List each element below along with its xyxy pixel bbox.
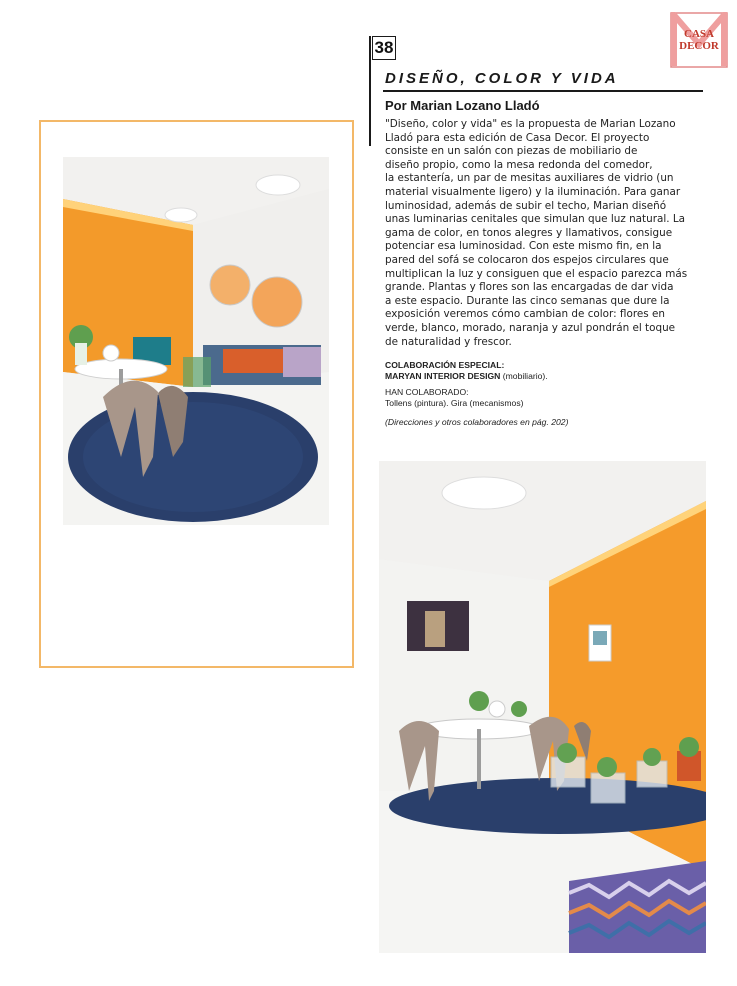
body-line: pared del sofá se colocaron dos espejos circulares que (385, 253, 669, 266)
body-line: verde, blanco, morado, naranja y azul pondrán el toque (385, 321, 676, 334)
article-body (385, 118, 705, 349)
body-line: "Diseño, color y vida" es la propuesta de Marian Lozano (385, 118, 676, 130)
article-byline: Por Marian Lozano Lladó (385, 98, 540, 113)
body-line: luminosidad, además de subir el techo, Marian diseñó (385, 199, 667, 212)
body-line: exposición veremos cómo cambian de color: flores en (385, 308, 665, 321)
svg-text:CASA: CASA (684, 28, 714, 40)
svg-text:DECOR: DECOR (679, 40, 719, 52)
body-line: la estantería, un par de mesitas auxiliares de vidrio (un (385, 172, 674, 185)
body-line: potenciar esa luminosidad. Con este mismo fin, en la (385, 240, 662, 253)
body-line: diseño propio, como la mesa redonda del comedor, (385, 158, 653, 171)
han-text: Tollens (pintura). Gira (mecanismos) (385, 397, 524, 408)
special-collaboration (385, 360, 705, 381)
body-line: unas luminarias cenitales que simulan que luz natural. La (385, 213, 685, 226)
collab-note: (mobiliario). (502, 370, 548, 381)
body-line: a este espacio. Durante las cinco semanas que dure la (385, 294, 670, 307)
body-line: grande. Plantas y flores son las encargadas de dar vida (385, 281, 674, 294)
contributors (385, 387, 705, 408)
han-heading: HAN COLABORADO: (385, 387, 469, 397)
body-line: material visualmente ligero) y la iluminación. Para ganar (385, 185, 681, 198)
body-line: Lladó para esta edición de Casa Decor. El proyecto (385, 131, 650, 144)
vertical-rule (369, 36, 371, 146)
dining-room-photo (379, 461, 706, 953)
title-underline (383, 90, 703, 92)
directions-note: (Direcciones y otros colaboradores en pág. 202) (385, 417, 569, 427)
body-line: gama de color, en tonos alegres y llamativos, consigue (385, 226, 673, 239)
body-line: multiplican la luz y consiguen que el espacio parezca más (385, 267, 688, 280)
body-line: de naturalidad y frescor. (385, 335, 512, 348)
casa-decor-logo (670, 12, 728, 68)
body-line: consiste en un salón con piezas de mobiliario de (385, 145, 638, 158)
living-room-photo (63, 157, 329, 525)
article-title: DISEÑO, COLOR Y VIDA (385, 70, 619, 87)
collab-name: MARYAN INTERIOR DESIGN (385, 370, 501, 381)
collab-heading: COLABORACIÓN ESPECIAL: (385, 360, 505, 370)
page-number: 38 (372, 36, 396, 60)
